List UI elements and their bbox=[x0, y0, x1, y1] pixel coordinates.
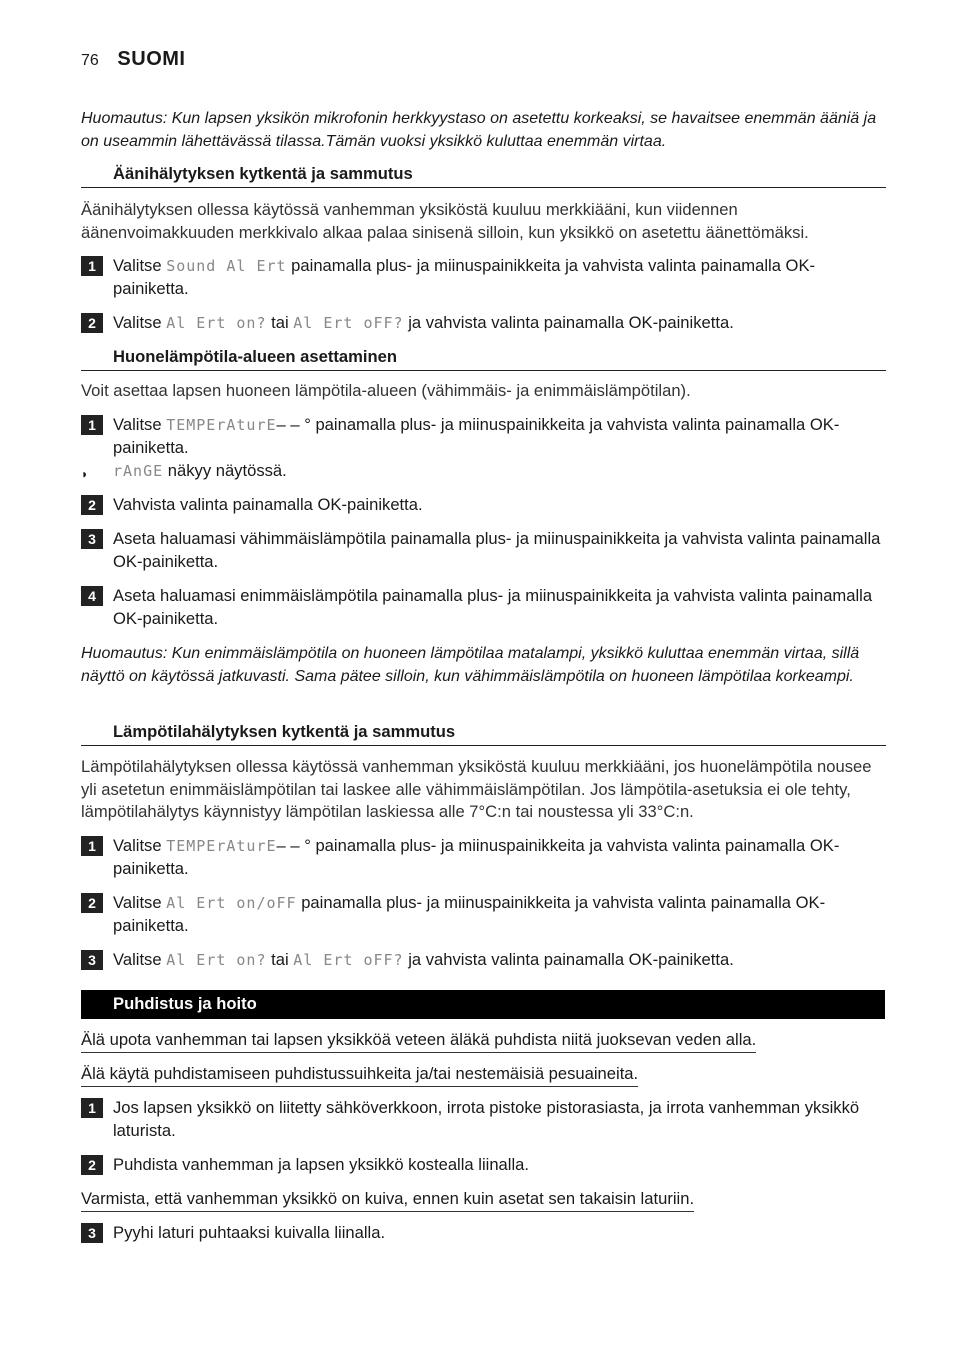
step-item bbox=[81, 949, 886, 972]
step-item bbox=[81, 1097, 886, 1142]
note-microphone-sensitivity: Huomautus: Kun lapsen yksikön mikrofonin herkkyystaso on asetettu korkeaksi, se havaitsee enemmän ääniä ja on useammin lähettävässä tilassa.Tämän vuoksi yksikkö kuluttaa enemmän virtaa. bbox=[81, 110, 877, 150]
warning-text: Älä käytä puhdistamiseen puhdistussuihkeita ja/tai nestemäisiä pesuaineita. bbox=[81, 1063, 638, 1087]
step-item bbox=[81, 312, 886, 335]
step-text: ja vahvista valinta painamalla OK-painiketta. bbox=[403, 950, 734, 969]
lcd-display-text: Al Ert on/oFF bbox=[166, 894, 297, 912]
lcd-display-text: TEMPErAturE bbox=[166, 837, 277, 855]
page-number: 76 bbox=[81, 52, 99, 69]
section-intro: Äänihälytyksen ollessa käytössä vanhemman yksiköstä kuuluu merkkiääni, kun viidennen äänenvoimakkuuden merkkivalo alkaa palaa sinisenä silloin, kun yksikkö on asetettu äänettömäksi. bbox=[81, 200, 809, 242]
section-intro: Voit asettaa lapsen huoneen lämpötila-alueen (vähimmäis- ja enimmäislämpötilan). bbox=[81, 381, 691, 400]
step-number-badge: 1 bbox=[81, 256, 103, 276]
lcd-display-text: Al Ert oFF? bbox=[293, 951, 404, 969]
step-item bbox=[81, 1154, 886, 1177]
note-temperature-range: Huomautus: Kun enimmäislämpötila on huoneen lämpötilaa matalampi, yksikkö kuluttaa enemmän virtaa, sillä näyttö on käytössä jatkuvasti. Sama pätee silloin, kun vähimmäislämpötila on huoneen lämpötilaa korkeampi. bbox=[81, 645, 860, 685]
language-title: SUOMI bbox=[117, 48, 186, 70]
section-title: Äänihälytyksen kytkentä ja sammutus bbox=[113, 164, 413, 183]
step-text: Jos lapsen yksikkö on liitetty sähköverkkoon, irrota pistoke pistorasiasta, ja irrota vanhemman yksikkö laturista. bbox=[113, 1098, 860, 1140]
step-text: tai bbox=[266, 313, 294, 332]
lcd-display-text: Sound Al Ert bbox=[166, 257, 287, 275]
warning-text: Älä upota vanhemman tai lapsen yksikköä veteen äläkä puhdista niitä juoksevan veden alla. bbox=[81, 1029, 756, 1053]
step-number-badge: 2 bbox=[81, 313, 103, 333]
warning-text: Varmista, että vanhemman yksikkö on kuiva, ennen kuin asetat sen takaisin laturiin. bbox=[81, 1188, 694, 1212]
step-text: Pyyhi laturi puhtaaksi kuivalla liinalla. bbox=[113, 1223, 386, 1242]
step-number-badge: 2 bbox=[81, 893, 103, 913]
section-title: Huonelämpötila-alueen asettaminen bbox=[113, 347, 397, 366]
section-heading-temperature-alert bbox=[81, 720, 886, 746]
step-number-badge: 3 bbox=[81, 529, 103, 549]
step-text: – – ° painamalla plus- ja miinuspainikkeita ja vahvista valinta painamalla OK-painiketta. bbox=[113, 415, 840, 457]
step-number-badge: 2 bbox=[81, 495, 103, 515]
step-item bbox=[81, 414, 886, 459]
step-item bbox=[81, 585, 886, 630]
lcd-display-text: TEMPErAturE bbox=[166, 416, 277, 434]
result-arrow-icon: ◗ bbox=[81, 467, 89, 481]
step-text: painamalla plus- ja miinuspainikkeita ja vahvista valinta painamalla OK-painiketta. bbox=[113, 893, 826, 935]
lcd-display-text: rAnGE bbox=[113, 462, 164, 480]
step-text: Valitse bbox=[113, 415, 167, 434]
step-text: Aseta haluamasi enimmäislämpötila painamalla plus- ja miinuspainikkeita ja vahvista valinta painamalla OK-painiketta. bbox=[113, 586, 873, 628]
step-text: Vahvista valinta painamalla OK-painiketta. bbox=[113, 495, 423, 514]
step-number-badge: 3 bbox=[81, 950, 103, 970]
step-text: näkyy näytössä. bbox=[163, 461, 287, 480]
lcd-display-text: Al Ert on? bbox=[166, 951, 267, 969]
step-text: tai bbox=[266, 950, 294, 969]
section-intro: Lämpötilahälytyksen ollessa käytössä vanhemman yksiköstä kuuluu merkkiääni, jos huonelämpötila nousee yli asetetun enimmäislämpötilan tai laskee alle vähimmäislämpötilan. Jos lämpötila-asetuksia ei ole tehty, lämpötilahälytys käynnistyy lämpötilan laskiessa alle 7°C:n tai noustessa yli 33°C:n. bbox=[81, 757, 872, 821]
step-number-badge: 3 bbox=[81, 1223, 103, 1243]
section-heading-room-temperature bbox=[81, 345, 886, 371]
step-item bbox=[81, 892, 886, 937]
step-text: Puhdista vanhemman ja lapsen yksikkö kostealla liinalla. bbox=[113, 1155, 529, 1174]
step-number-badge: 1 bbox=[81, 836, 103, 856]
step-number-badge: 1 bbox=[81, 415, 103, 435]
step-text: Valitse bbox=[113, 950, 167, 969]
step-text: Valitse bbox=[113, 313, 167, 332]
step-text: ja vahvista valinta painamalla OK-painiketta. bbox=[403, 313, 734, 332]
step-text: Valitse bbox=[113, 836, 167, 855]
lcd-display-text: Al Ert on? bbox=[166, 314, 267, 332]
step-item bbox=[81, 528, 886, 573]
step-number-badge: 4 bbox=[81, 586, 103, 606]
step-text: Valitse bbox=[113, 893, 167, 912]
step-item bbox=[81, 1222, 886, 1245]
lcd-display-text: Al Ert oFF? bbox=[293, 314, 404, 332]
step-item bbox=[81, 255, 886, 300]
page-header bbox=[81, 48, 185, 71]
section-heading-cleaning bbox=[81, 990, 885, 1019]
step-result bbox=[81, 460, 886, 483]
step-number-badge: 2 bbox=[81, 1155, 103, 1175]
step-item bbox=[81, 494, 886, 517]
step-text: painamalla plus- ja miinuspainikkeita ja vahvista valinta painamalla OK-painiketta. bbox=[113, 256, 816, 298]
section-title: Lämpötilahälytyksen kytkentä ja sammutus bbox=[113, 722, 456, 741]
section-title: Puhdistus ja hoito bbox=[113, 994, 257, 1013]
step-number-badge: 1 bbox=[81, 1098, 103, 1118]
section-heading-sound-alert bbox=[81, 162, 886, 188]
step-item bbox=[81, 835, 886, 880]
step-text: Valitse bbox=[113, 256, 167, 275]
step-text: – – ° painamalla plus- ja miinuspainikkeita ja vahvista valinta painamalla OK-painiketta. bbox=[113, 836, 840, 878]
step-text: Aseta haluamasi vähimmäislämpötila painamalla plus- ja miinuspainikkeita ja vahvista valinta painamalla OK-painiketta. bbox=[113, 529, 881, 571]
